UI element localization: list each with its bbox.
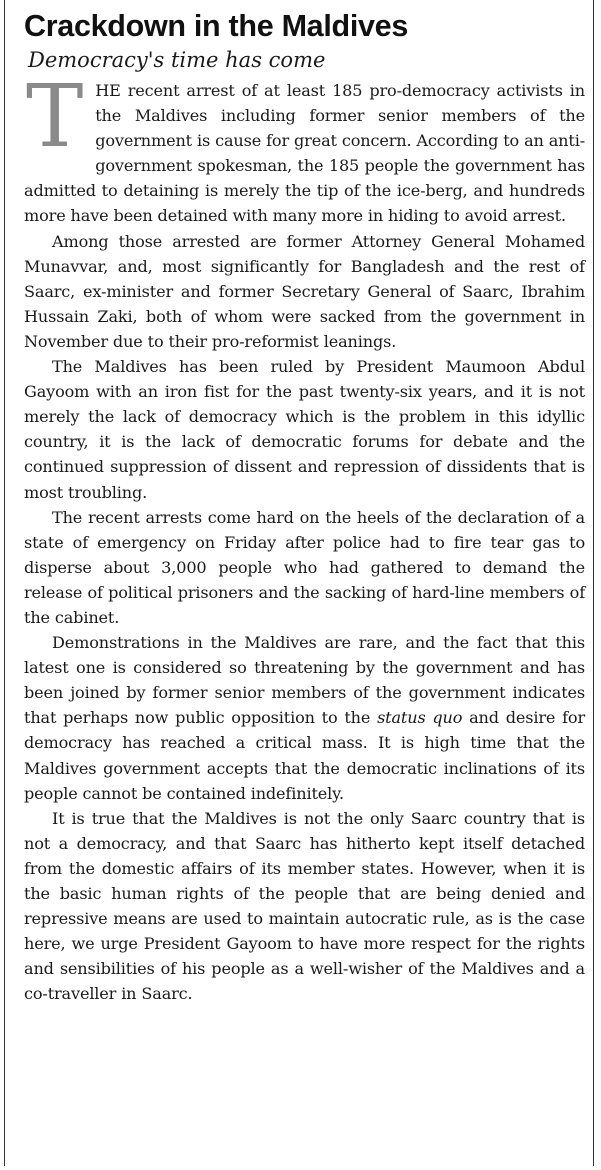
paragraph-4: The recent arrests come hard on the heels of the declaration of a state of emergency on Friday after police had to fire tear gas to disperse about 3,000 people who had gathered to demand the release of political prisoners and the sacking of hard-line members of the cabinet. [24,507,585,627]
subheadline: Democracy's time has come [28,48,326,72]
article-body [24,67,585,1006]
paragraph-1 [24,67,585,229]
paragraph-5-text-b: and desire for democracy has reached a critical mass. It is high time that the Maldives government accepts that the democratic inclinations of its people cannot be contained indefinitely. [24,708,585,803]
paragraph-5-text-a: Demonstrations in the Maldives are rare, and the fact that this latest one is considered so threatening by the government and has been joined by former senior members of the government indicates that perhaps now public opposition to the [24,633,585,728]
editorial-article [24,8,585,1006]
drop-cap: T [26,67,84,167]
paragraph-6: It is true that the Maldives is not the only Saarc country that is not a democracy, and that Saarc has hitherto kept itself detached from the domestic affairs of its member states. However, when it is the basic human rights of the people that are being denied and repressive means are used to maintain autocratic rule, as is the case here, we urge President Gayoom to have more respect for the rights and sensibilities of his people as a well-wisher of the Maldives and a co-traveller in Saarc. [24,808,585,1004]
paragraph-5-emphasis: status quo [377,708,463,728]
paragraph-2: Among those arrested are former Attorney General Mohamed Munavvar, and, most significantly for Bangladesh and the rest of Saarc, ex-minister and former Secretary General of Saarc, Ibrahim Hussain Zaki, both of whom were sacked from the government in November due to their pro-reformist leanings. [24,231,585,351]
paragraph-1-text: HE recent arrest of at least 185 pro-democracy activists in the Maldives including former senior members of the government is cause for great concern. According to an anti-government spokesman, the 185 people the government has admitted to detaining is merely the tip of the ice-berg, and hundreds more have been detained with many more in hiding to avoid arrest. [24,81,585,226]
headline: Crackdown in the Maldives [24,9,409,43]
paragraph-5 [24,630,585,806]
paragraph-3: The Maldives has been ruled by President Maumoon Abdul Gayoom with an iron fist for the past twenty-six years, and it is not merely the lack of democracy which is the problem in this idyllic country, it is the lack of democratic forums for debate and the continued suppression of dissent and repression of dissidents that is most troubling. [24,357,585,502]
